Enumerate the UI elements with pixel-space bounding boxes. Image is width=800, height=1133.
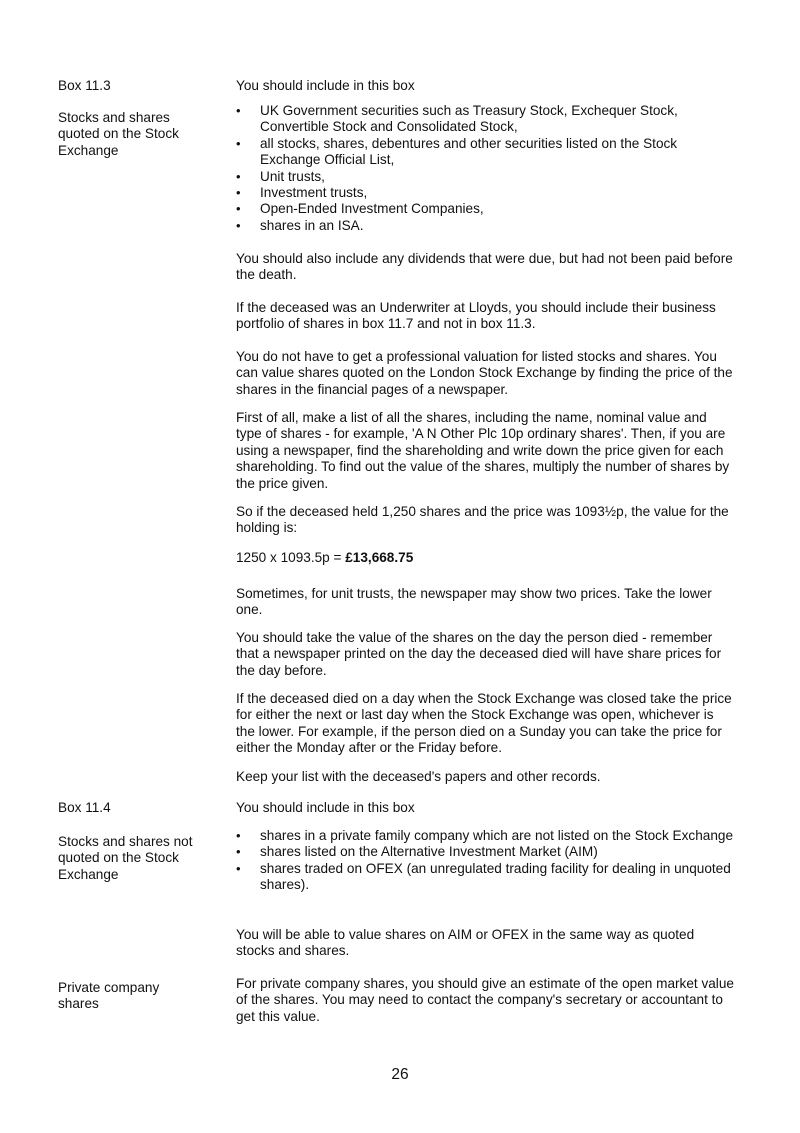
paragraph-day-of-death: You should take the value of the shares on the day the person died - remember that a newspaper printed on the day the deceased died will have share prices for the day before.	[236, 630, 722, 678]
private-company-heading: Private company shares	[58, 980, 160, 1012]
box-11-3-heading: Stocks and shares quoted on the Stock Exchange	[58, 110, 179, 158]
list-item: • shares in an ISA.	[236, 218, 736, 234]
calculation-result: £13,668.75	[345, 550, 414, 565]
list-item: • Open-Ended Investment Companies,	[236, 201, 736, 217]
box-11-3-label: Box 11.3	[58, 78, 111, 93]
paragraph-make-list: First of all, make a list of all the shares, including the name, nominal value and type of shares - for example, 'A N Other Plc 10p ordinary shares'. Then, if you are using a newspaper, find the shareholding and write down the price given for each shareholding. To find out the value of the shares, multiply the number of shares by the price given.	[236, 410, 730, 491]
list-item: • UK Government securities such as Treasury Stock, Exchequer Stock, Convertible Stock and Consolidated Stock,	[236, 103, 736, 136]
box-11-4-label: Box 11.4	[58, 800, 111, 815]
paragraph-lloyds: If the deceased was an Underwriter at Lloyds, you should include their business portfolio of shares in box 11.7 and not in box 11.3.	[236, 300, 716, 332]
calculation-expression: 1250 x 1093.5p =	[236, 550, 346, 565]
box-11-3-bullet-list	[236, 103, 736, 234]
list-item: • all stocks, shares, debentures and other securities listed on the Stock Exchange Official List,	[236, 136, 736, 169]
paragraph-keep-list: Keep your list with the deceased's papers and other records.	[236, 769, 601, 784]
list-item: • Investment trusts,	[236, 185, 736, 201]
calculation	[236, 550, 736, 566]
box-11-4-heading: Stocks and shares not quoted on the Stock Exchange	[58, 834, 193, 882]
paragraph-example: So if the deceased held 1,250 shares and the price was 1093½p, the value for the holding is:	[236, 504, 729, 536]
box-11-3-intro: You should include in this box	[236, 78, 415, 93]
paragraph-valuation: You do not have to get a professional valuation for listed stocks and shares. You can value shares quoted on the London Stock Exchange by finding the price of the shares in the financial pages of a newspaper.	[236, 349, 733, 397]
paragraph-dividends: You should also include any dividends that were due, but had not been paid before the death.	[236, 251, 733, 283]
list-item: • shares in a private family company which are not listed on the Stock Exchange	[236, 828, 736, 844]
paragraph-aim-ofex: You will be able to value shares on AIM or OFEX in the same way as quoted stocks and shares.	[236, 927, 695, 959]
paragraph-exchange-closed: If the deceased died on a day when the Stock Exchange was closed take the price for either the next or last day when the Stock Exchange was open, whichever is the lower. For example, if the person died on a Sunday you can take the price for either the Monday after or the Friday before.	[236, 691, 732, 756]
list-item: • shares traded on OFEX (an unregulated trading facility for dealing in unquoted shares).	[236, 861, 736, 894]
box-11-4-bullet-list	[236, 828, 736, 894]
paragraph-private-company: For private company shares, you should give an estimate of the open market value of the shares. You may need to contact the company's secretary or accountant to get this value.	[236, 976, 734, 1024]
paragraph-unit-trusts: Sometimes, for unit trusts, the newspaper may show two prices. Take the lower one.	[236, 586, 712, 618]
page-number: 26	[391, 1066, 409, 1083]
list-item: • Unit trusts,	[236, 169, 736, 185]
list-item: • shares listed on the Alternative Investment Market (AIM)	[236, 844, 736, 860]
box-11-4-intro: You should include in this box	[236, 800, 415, 815]
